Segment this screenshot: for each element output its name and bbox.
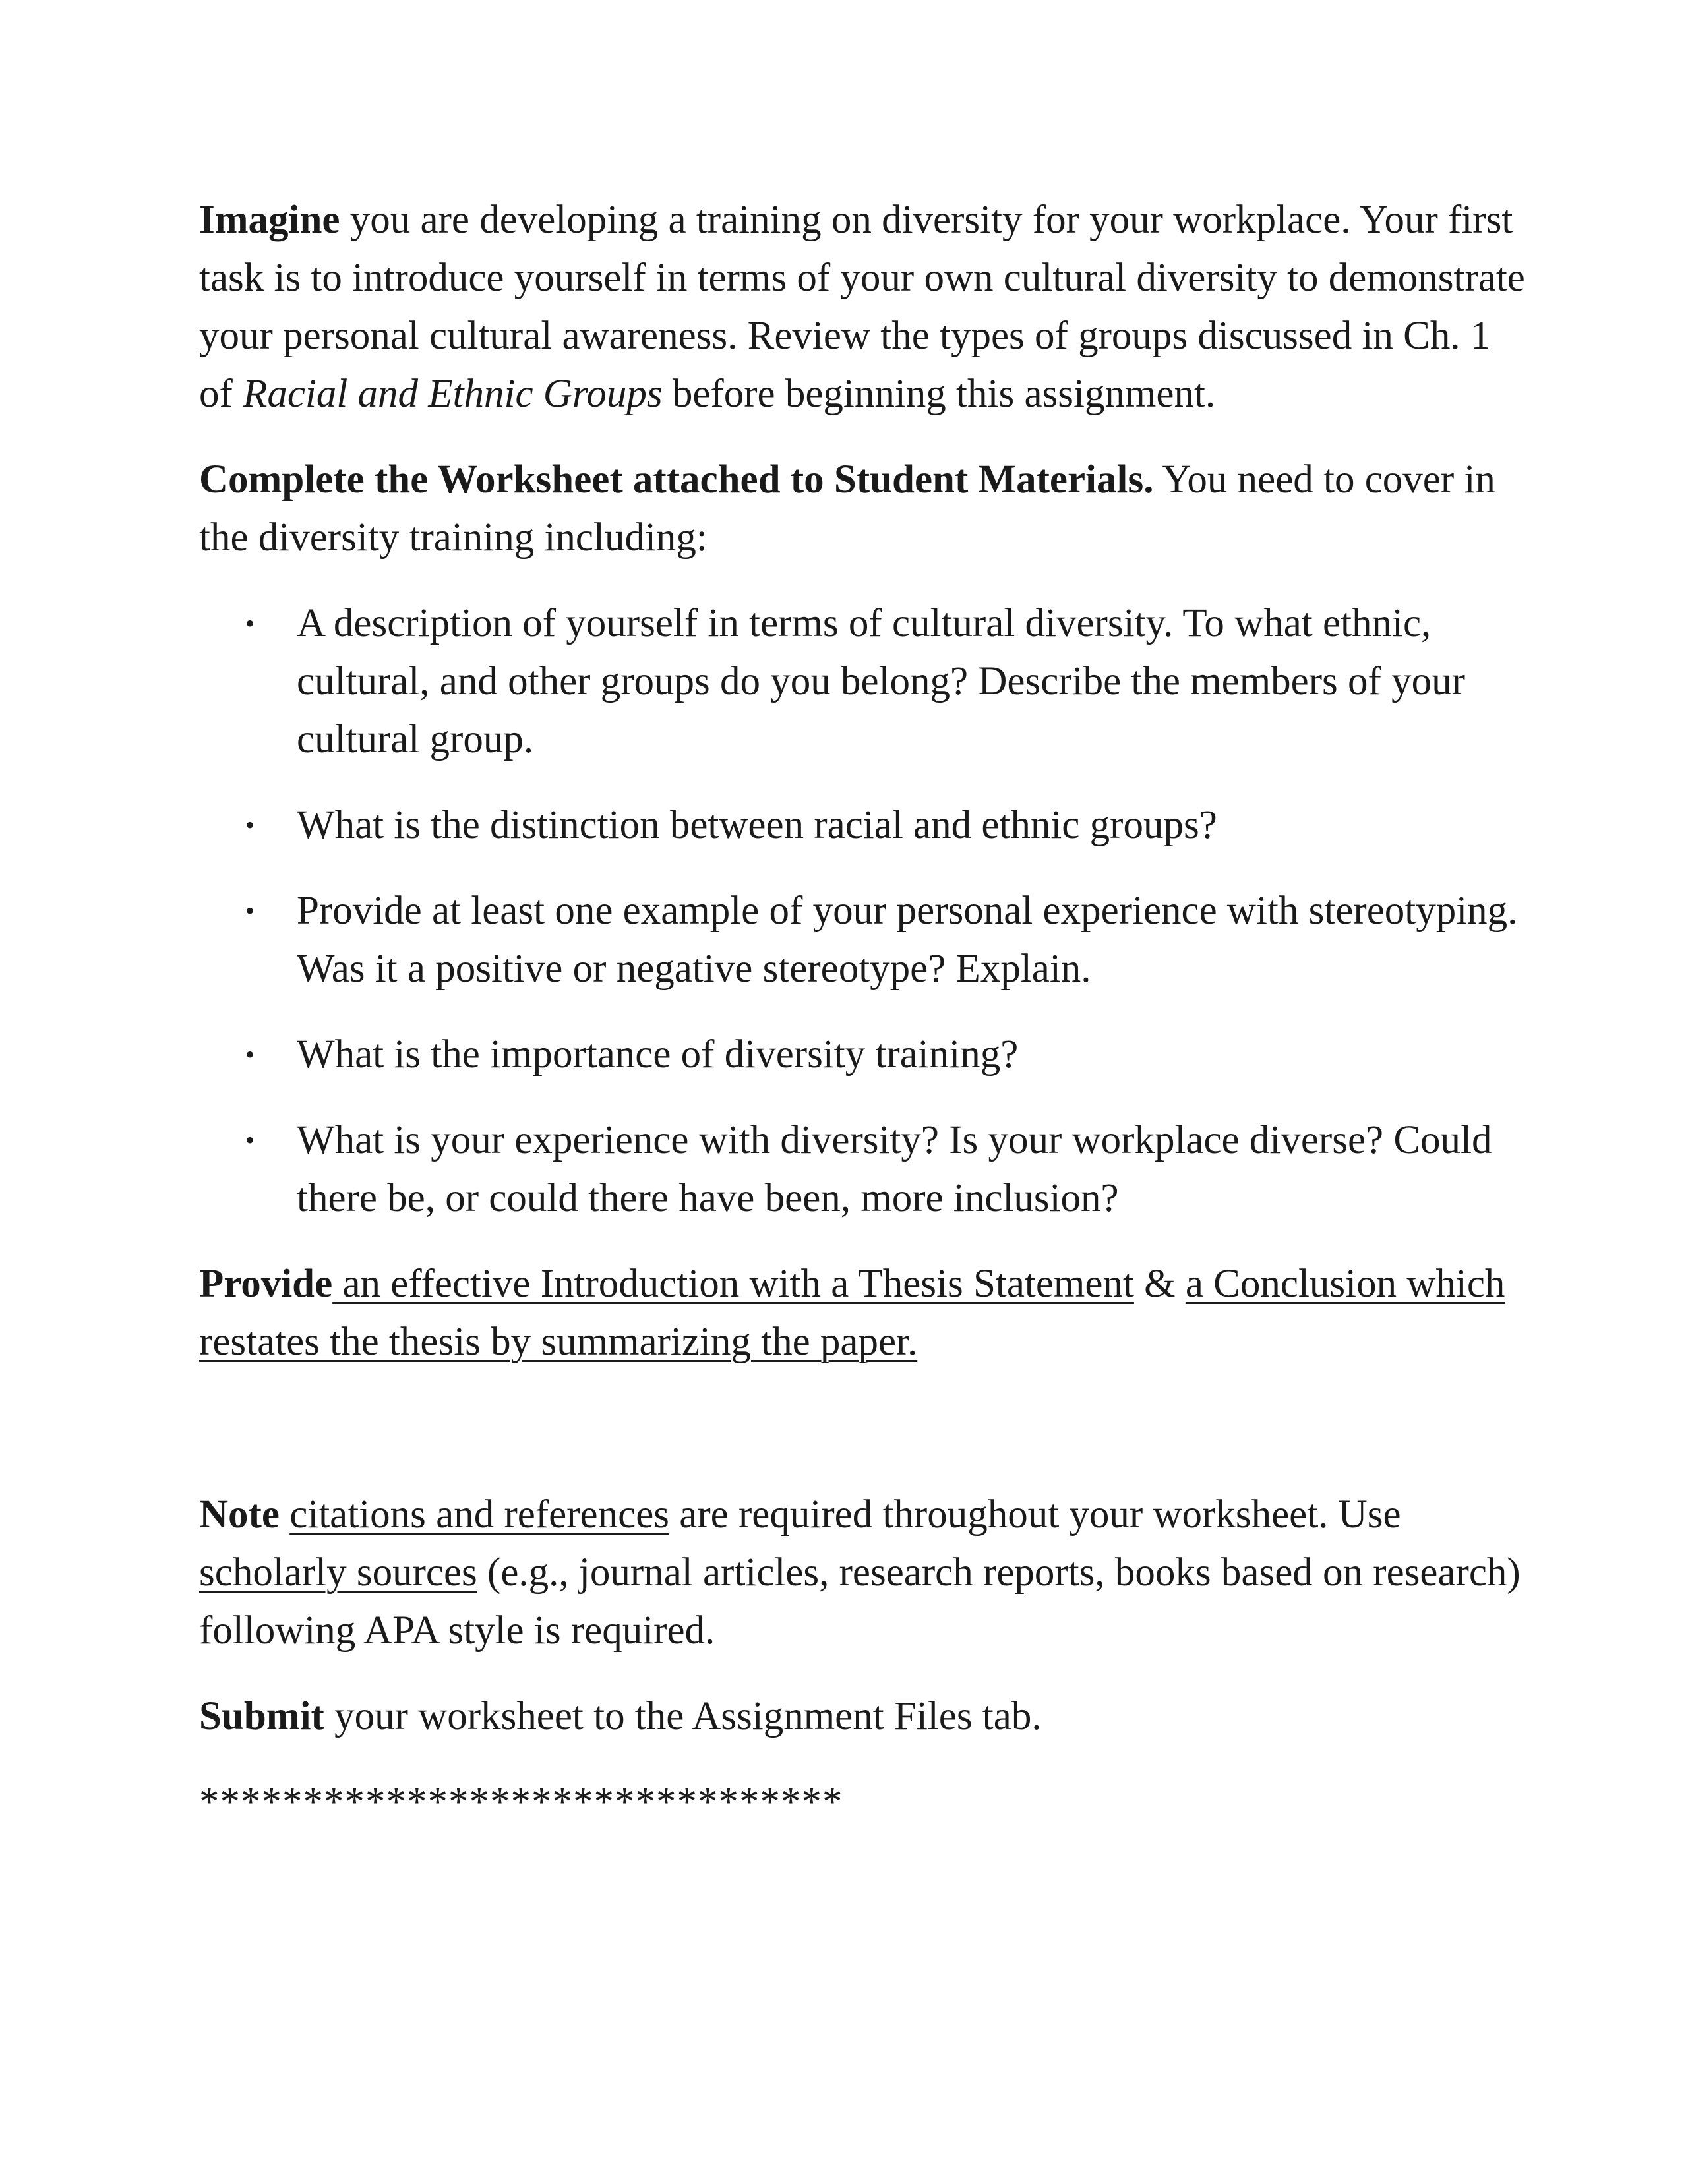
list-item-text: Provide at least one example of your personal experience with stereotyping. Was it a positive or negative stereotype? Explain. [297,889,1518,991]
list-item [199,595,1531,769]
bullet-marker: • [245,896,255,926]
list-item [199,796,1531,854]
provide-lead: Provide [199,1262,333,1306]
list-item [199,1111,1531,1227]
list-item-text: A description of yourself in terms of cultural diversity. To what ethnic, cultural, and other groups do you belong? Describe the members of your cultural group. [297,601,1465,761]
provide-paragraph [199,1255,1531,1371]
complete-paragraph [199,451,1531,567]
intro-lead: Imagine [199,198,340,242]
bullet-marker: • [245,1040,255,1069]
complete-text: You need to cover in the diversity training including: [199,457,1495,560]
list-item [199,882,1531,998]
submit-lead: Submit [199,1694,324,1738]
complete-lead: Complete the Worksheet attached to Student Materials. [199,457,1154,502]
submit-text: your worksheet to the Assignment Files tab. [324,1694,1042,1738]
note-text-2: (e.g., journal articles, research reports, books based on research) following APA style is required. [199,1550,1521,1653]
list-item [199,1026,1531,1084]
ampersand: & [1133,1262,1186,1306]
introduction-requirement: an effective Introduction with a Thesis Statement [332,1262,1134,1306]
submit-paragraph [199,1688,1531,1746]
note-lead: Note [199,1492,280,1537]
intro-text-1: you are developing a training on diversity for your workplace. Your first task is to introduce yourself in terms of your own cultural diversity to demonstrate your personal cultural awareness. Review the types of groups discussed in Ch. 1 of [199,198,1525,416]
list-item-text: What is the importance of diversity training? [297,1032,1019,1077]
spacer [199,1399,1531,1486]
note-paragraph [199,1486,1531,1660]
bullet-marker: • [245,810,255,840]
note-text-1: are required throughout your worksheet. Use [669,1492,1401,1537]
intro-text-2: before beginning this assignment. [662,372,1216,416]
conclusion-requirement: a Conclusion which restates the thesis by summarizing the paper. [199,1262,1505,1364]
book-title: Racial and Ethnic Groups [243,372,663,416]
list-item-text: What is your experience with diversity? Is your workplace diverse? Could there be, or could there have been, more inclusion? [297,1118,1492,1220]
bullet-marker: • [245,1125,255,1155]
asterisk-separator: ******************************* [199,1780,843,1824]
requirements-list [199,595,1531,1227]
bullet-marker: • [245,608,255,638]
note-space [280,1492,289,1537]
list-item-text: What is the distinction between racial and ethnic groups? [297,803,1217,847]
intro-paragraph [199,191,1531,423]
document-page [199,191,1531,1831]
scholarly-sources-phrase: scholarly sources [199,1550,477,1595]
citations-phrase: citations and references [289,1492,670,1537]
